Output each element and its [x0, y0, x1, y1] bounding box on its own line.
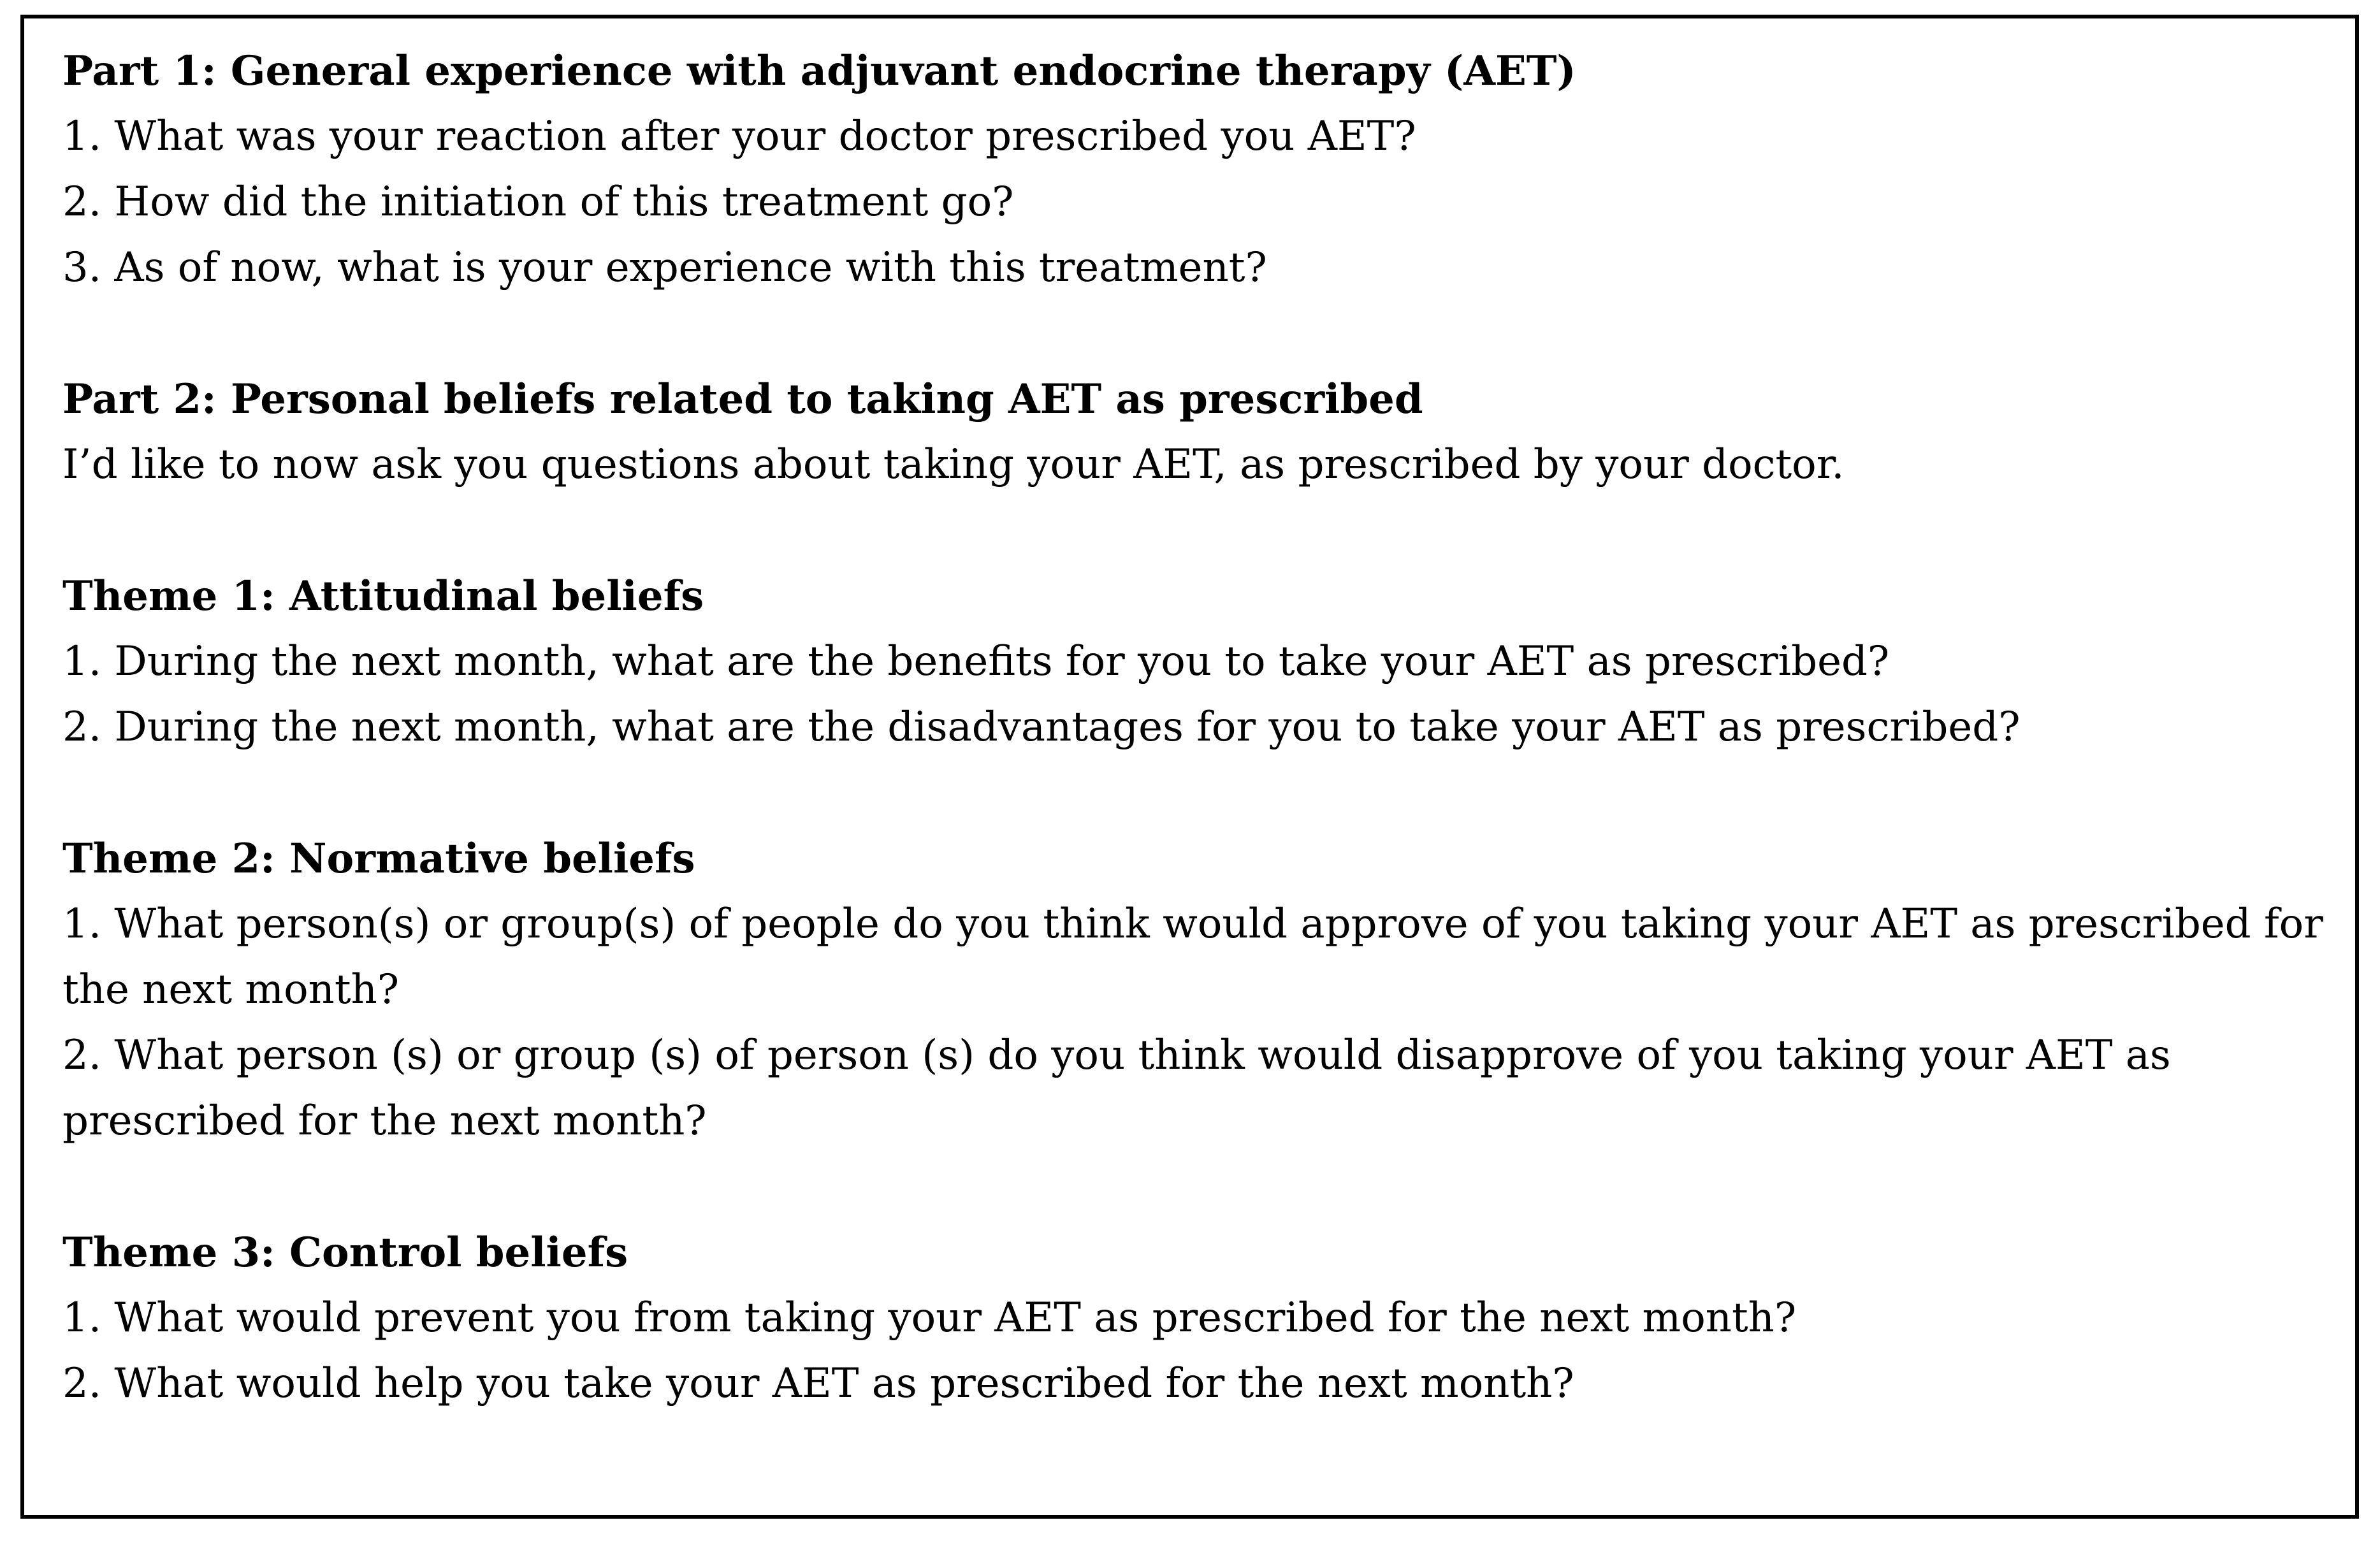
- question-line: 1. What would prevent you from taking your AET as prescribed for the next month?: [62, 1294, 1797, 1342]
- section-part-2: [62, 366, 2332, 498]
- question-line: 1. What was your reaction after your doctor prescribed you AET?: [62, 113, 1416, 160]
- section-theme-2: [62, 826, 2332, 1154]
- interview-guide: [62, 38, 2332, 1482]
- section-heading: Theme 2: Normative beliefs: [62, 835, 695, 883]
- section-theme-3: [62, 1220, 2332, 1417]
- question-line: 2. What would help you take your AET as prescribed for the next month?: [62, 1360, 1574, 1407]
- question-line: 1. What person(s) or group(s) of people do you think would approve of you taking your AET as prescribed for the next month?: [62, 901, 2323, 1013]
- section-theme-1: [62, 563, 2332, 760]
- question-line: 2. During the next month, what are the disadvantages for you to take your AET as prescribed?: [62, 704, 2021, 751]
- question-line: 2. What person (s) or group (s) of person (s) do you think would disapprove of you taking your AET as prescribed for the next month?: [62, 1032, 2171, 1145]
- intro-line: I’d like to now ask you questions about taking your AET, as prescribed by your doctor.: [62, 441, 1845, 488]
- section-heading: Theme 3: Control beliefs: [62, 1229, 628, 1277]
- question-line: 2. How did the initiation of this treatment go?: [62, 178, 1014, 226]
- section-part-1: [62, 38, 2332, 301]
- question-line: 1. During the next month, what are the benefits for you to take your AET as prescribed?: [62, 638, 1890, 685]
- question-line: 3. As of now, what is your experience with this treatment?: [62, 244, 1267, 291]
- section-heading: Part 1: General experience with adjuvant endocrine therapy (AET): [62, 47, 1576, 95]
- section-heading: Part 2: Personal beliefs related to taking AET as prescribed: [62, 375, 1423, 423]
- section-heading: Theme 1: Attitudinal beliefs: [62, 572, 704, 620]
